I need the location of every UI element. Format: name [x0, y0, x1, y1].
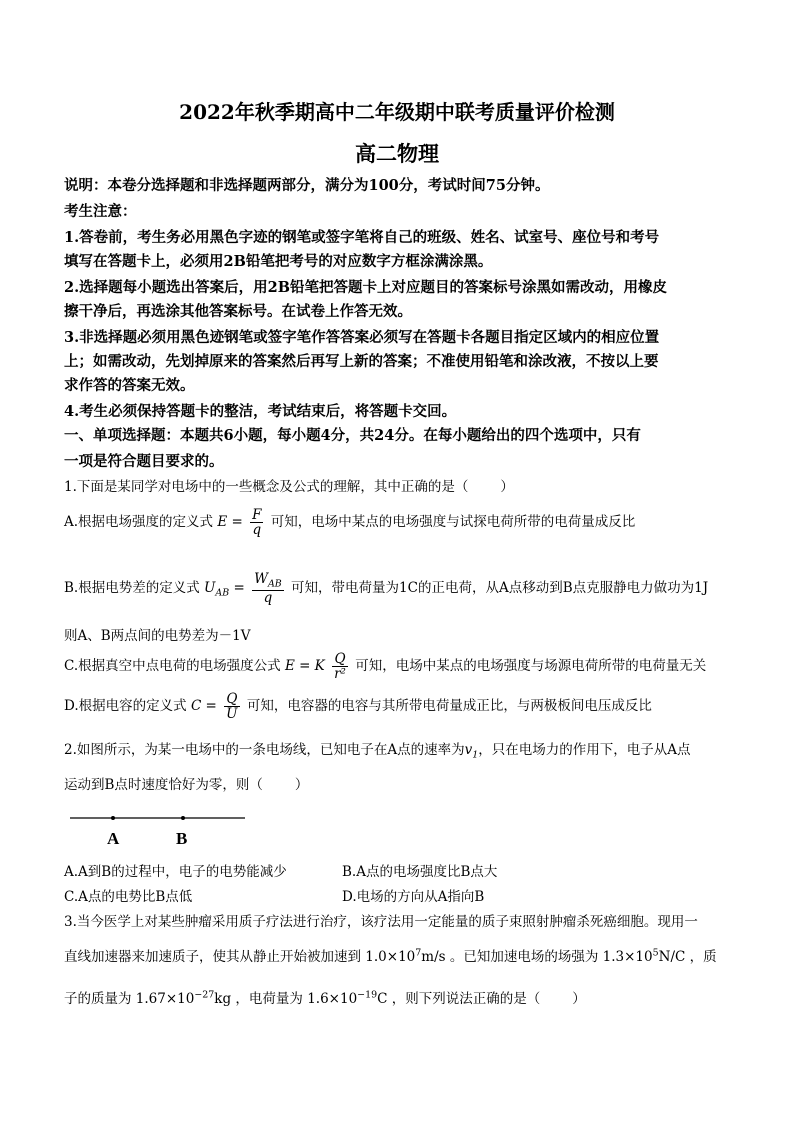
exam-subject: 高二物理: [355, 141, 439, 166]
exam-note: 说明：本卷分选择题和非选择题两部分，满分为100分，考试时间75分钟。: [64, 177, 550, 194]
question-2-option-b: B.A点的电场强度比B点大: [342, 864, 498, 880]
question-3-line-1: 3.当今医学上对某些肿瘤采用质子疗法进行治疗，该疗法用一定能量的质子束照射肿瘤杀死癌细胞。现用一: [64, 914, 698, 930]
question-2-option-a: A.A到B的过程中，电子的电势能减少: [64, 864, 287, 880]
question-1-option-b: B.根据电势差的定义式 $U_{AB}$ = $\frac{W_{AB}}{q}$ 可知，带电荷量为1C的正电荷，从A点移动到B点克服静电力做功为1J: [64, 571, 709, 606]
question-2-stem-line-2: 运动到B点时速度恰好为零，则（ ）: [64, 777, 309, 793]
notice-item-1-line-1: 1.答卷前，考生务必用黑色字迹的钢笔或签字笔将自己的班级、姓名、试室号、座位号和考号: [64, 229, 660, 246]
notice-heading: 考生注意：: [64, 203, 137, 220]
notice-item-4: 4.考生必须保持答题卡的整洁，考试结束后，将答题卡交回。: [64, 403, 457, 420]
question-3-line-2: 直线加速器来加速质子，使其从静止开始被加速到 $1.0\times 10^7m/s$ 。已知加速电场的场强为 $1.3\times 10^5N/C$ ，质: [64, 947, 717, 965]
electric-field-line-diagram: [70, 808, 250, 852]
question-1-option-b-line-2: 则A、B两点间的电势差为－1V: [64, 628, 251, 644]
question-1-option-d: D.根据电容的定义式 C = $\frac{Q}{U}$ 可知，电容器的电容与其所带电荷量成正比，与两极板间电压成反比: [64, 691, 652, 723]
exam-title: 2022年秋季期高中二年级期中联考质量评价检测: [179, 100, 615, 124]
question-3-line-3: 子的质量为 $1.67\times 10^{-27}kg$ ，电荷量为 $1.6\times 10^{-19}C$ ，则下列说法正确的是（ ）: [64, 989, 586, 1007]
notice-item-2-line-2: 擦干净后，再选涂其他答案标号。在试卷上作答无效。: [64, 303, 412, 320]
notice-item-1-line-2: 填写在答题卡上，必须用2B铅笔把考号的对应数字方框涂满涂黑。: [64, 253, 493, 270]
question-2-option-c: C.A点的电势比B点低: [64, 889, 193, 905]
notice-item-2-line-1: 2.选择题每小题选出答案后，用2B铅笔把答题卡上对应题目的答案标号涂黑如需改动，用橡皮: [64, 279, 667, 296]
notice-item-3-line-2: 上；如需改动，先划掉原来的答案然后再写上新的答案；不准使用铅笔和涂改液，不按以上要: [64, 353, 659, 370]
point-a-label: A: [107, 829, 120, 848]
point-b-label: B: [176, 829, 188, 848]
section-1-heading-line-2: 一项是符合题目要求的。: [64, 453, 224, 470]
point-b-marker: [181, 816, 185, 820]
formula-fraction: $\frac{F}{q}$: [252, 507, 262, 539]
formula-fraction: $\frac{Q}{U}$: [226, 691, 238, 723]
notice-item-3-line-1: 3.非选择题必须用黑色迹钢笔或签字笔作答答案必须写在答题卡各题目指定区域内的相应位置: [64, 329, 660, 346]
notice-item-3-line-3: 求作答的答案无效。: [64, 377, 195, 394]
question-1-option-a: A.根据电场强度的定义式 E = $\frac{F}{q}$ 可知，电场中某点的电场强度与试探电荷所带的电荷量成反比: [64, 507, 636, 539]
point-a-marker: [111, 816, 115, 820]
question-2-stem-line-1: 2.如图所示，为某一电场中的一条电场线，已知电子在A点的速率为$v_1$，只在电场力的作用下，电子从A点: [64, 742, 691, 761]
formula-fraction: $\frac{Q}{\text{r²}}$: [334, 651, 346, 683]
question-1-stem: 1.下面是某同学对电场中的一些概念及公式的理解，其中正确的是（ ）: [64, 479, 514, 495]
formula-fraction: $\frac{W_{AB}}{q}$: [254, 571, 282, 606]
question-2-option-d: D.电场的方向从A指向B: [342, 889, 485, 905]
question-1-option-c: C.根据真空中点电荷的电场强度公式 E = K $\frac{Q}{\text{r²}}$ 可知，电场中某点的电场强度与场源电荷所带的电荷量无关: [64, 651, 707, 683]
section-1-heading-line-1: 一、单项选择题：本题共6小题，每小题4分，共24分。在每小题给出的四个选项中，只有: [64, 427, 641, 444]
